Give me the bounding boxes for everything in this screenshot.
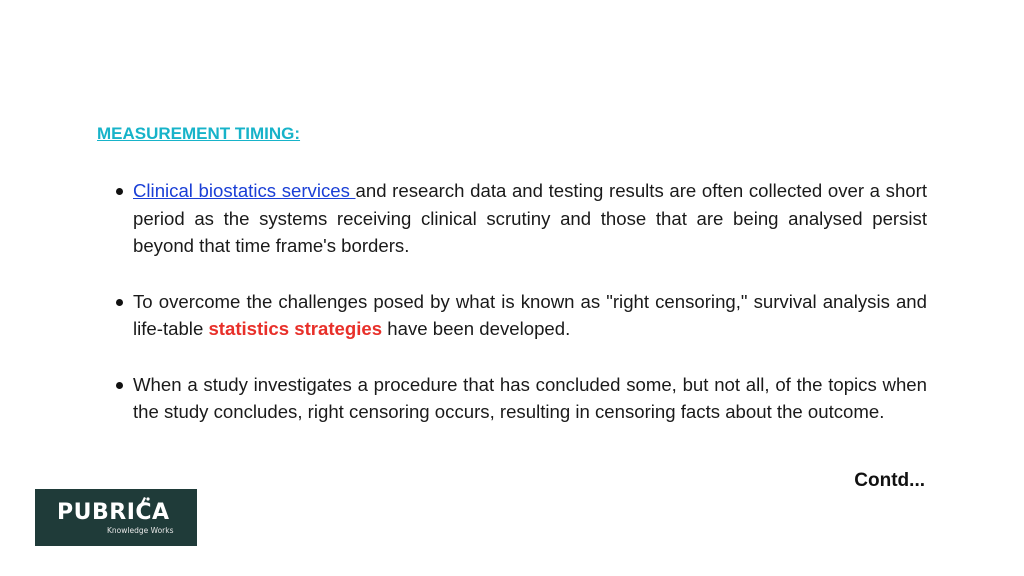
clinical-biostatics-link[interactable]: Clinical biostatics services bbox=[133, 180, 356, 201]
bullet-dot-icon bbox=[116, 299, 123, 306]
bullet-item-3 bbox=[112, 371, 927, 426]
bullet-dot-icon bbox=[116, 188, 123, 195]
logo-wordmark: PUBRICA bbox=[57, 500, 170, 525]
bullet-text-2a: To overcome the challenges posed by what is known as "right censoring," survival analysis and life-table bbox=[133, 290, 927, 339]
continued-label: Contd... bbox=[854, 470, 925, 491]
bullet-text-2b: have been developed. bbox=[382, 318, 571, 339]
bullet-text-3: When a study investigates a procedure that has concluded some, but not all, of the topics when the study concludes, right censoring occurs, resulting in censoring facts about the outcome. bbox=[133, 373, 927, 422]
section-heading: MEASUREMENT TIMING: bbox=[97, 124, 301, 143]
bullet-item-1 bbox=[112, 177, 927, 260]
bullet-text-1: and research data and testing results are often collected over a short period as the systems receiving clinical scrutiny and those that are being analysed persist beyond that time frame's borders. bbox=[133, 180, 927, 256]
bullet-item-2 bbox=[112, 288, 927, 343]
logo-tagline: Knowledge Works bbox=[107, 526, 174, 535]
bullet-dot-icon bbox=[116, 382, 123, 389]
statistics-strategies-highlight: statistics strategies bbox=[208, 318, 383, 339]
bullet-list bbox=[112, 177, 927, 454]
pubrica-logo bbox=[35, 489, 197, 546]
